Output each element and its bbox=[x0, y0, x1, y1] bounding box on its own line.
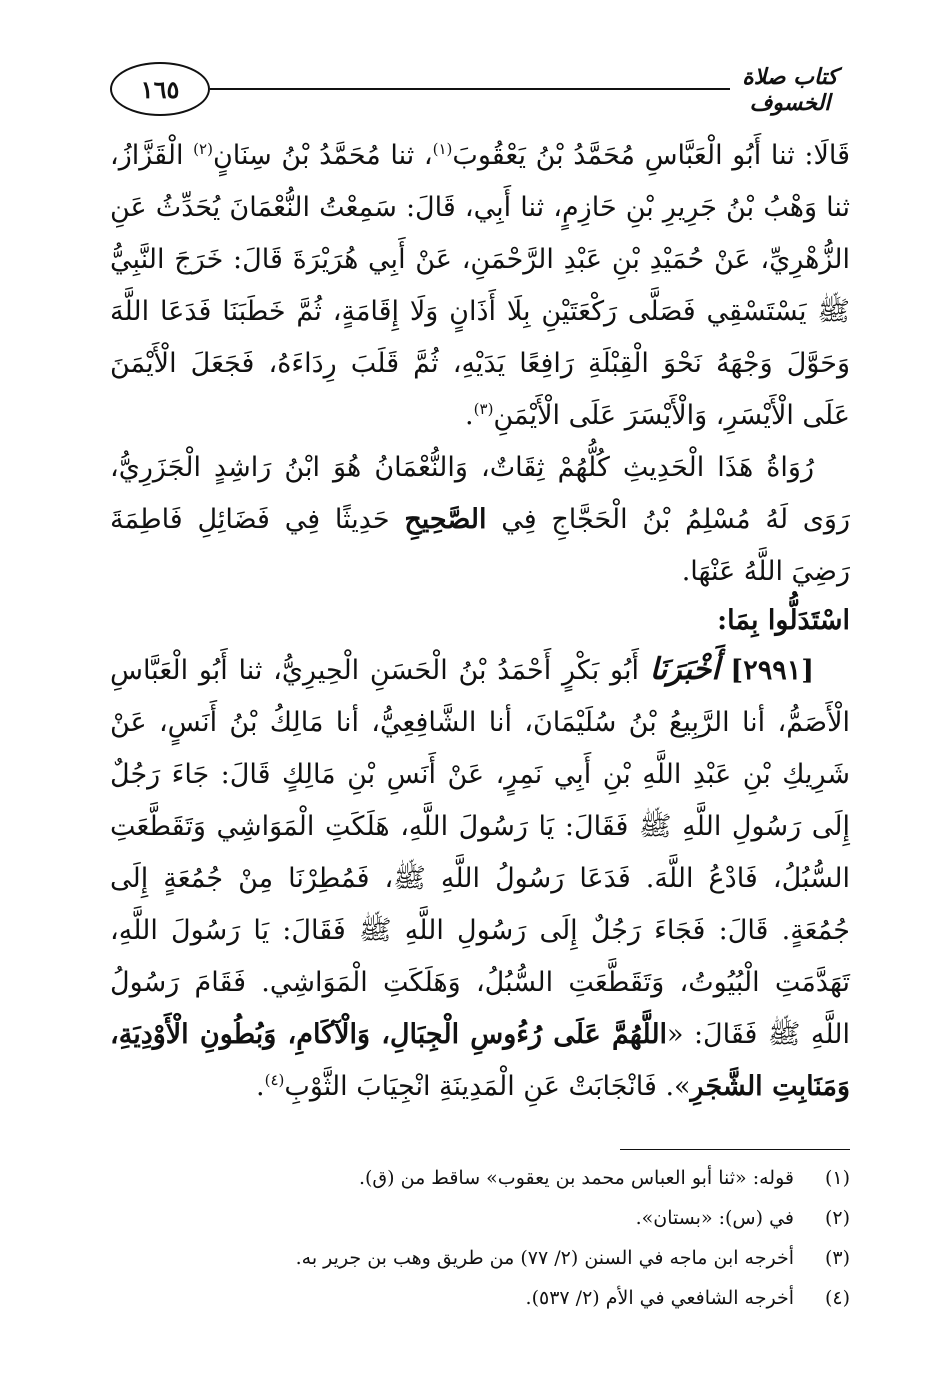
text-span: ، ثنا مُحَمَّدُ بْنُ سِنَانٍ bbox=[212, 140, 433, 171]
footnote-text: أخرجه الشافعي في الأم (٢/ ٥٣٧). bbox=[525, 1287, 794, 1309]
text-span: أَبُو بَكْرٍ أَحْمَدُ بْنُ الْحَسَنِ الْحِيرِيُّ، ثنا أَبُو الْعَبَّاسِ الْأَصَمُّ، أنا الرَّبِيعُ بْنُ سُلَيْمَانَ، أنا الشَّافِعِيُّ، أنا مَالِكُ بْنُ أَنَسٍ، عَنْ شَرِيكِ بْنِ عَبْدِ اللَّهِ بْنِ أَبِي نَمِرٍ، عَنْ أَنَسِ بْنِ مَالِكٍ قَالَ: جَاءَ رَجُلٌ إِلَى رَسُولِ اللَّهِ ﷺ فَقَالَ: يَا رَسُولَ اللَّهِ، هَلَكَتِ الْمَوَاشِي وَتَقَطَّعَتِ السُّبُلُ، فَادْعُ اللَّهَ. فَدَعَا رَسُولُ اللَّهِ ﷺ، فَمُطِرْنَا مِنْ جُمُعَةٍ إِلَى جُمُعَةٍ. قَالَ: فَجَاءَ رَجُلٌ إِلَى رَسُولِ اللَّهِ ﷺ فَقَالَ: يَا رَسُولَ اللَّهِ، تَهَدَّمَتِ الْبُيُوتُ، وَتَقَطَّعَتِ السُّبُلُ، وَهَلَكَتِ الْمَوَاشِي. فَقَامَ رَسُولُ اللَّهِ ﷺ فَقَالَ: « bbox=[110, 655, 850, 1050]
text-span: . bbox=[465, 400, 474, 431]
header-rule bbox=[210, 88, 730, 90]
footnote-item bbox=[110, 1158, 850, 1198]
text-span: حَدِيثًا فِي فَضَائِلِ فَاطِمَةَ رَضِيَ اللَّهُ عَنْهَا. bbox=[110, 504, 850, 587]
paragraph-hadith-2991 bbox=[110, 644, 850, 1113]
paragraph-isnad bbox=[110, 130, 850, 442]
paragraph-narrators bbox=[110, 442, 850, 598]
footnote-number: (٢) bbox=[824, 1207, 850, 1229]
book-page bbox=[110, 50, 850, 1318]
footnote-number: (٤) bbox=[824, 1287, 850, 1309]
text-span: ». فَانْجَابَتْ عَنِ الْمَدِينَةِ انْجِيَابَ الثَّوْبِ bbox=[284, 1071, 691, 1102]
footnote-text: أخرجه ابن ماجه في السنن (٢/ ٧٧) من طريق وهب بن جرير به. bbox=[295, 1247, 794, 1269]
main-text bbox=[110, 130, 850, 1113]
hadith-number: [٢٩٩١] bbox=[730, 655, 814, 686]
ikhbar-lead: أَخْبَرَنَا bbox=[649, 652, 720, 687]
page-number: ١٦٥ bbox=[110, 62, 210, 116]
footnote-ref: (٢) bbox=[193, 140, 213, 158]
footnote-ref: (٣) bbox=[473, 400, 494, 418]
book-title: كتاب صلاة الخسوف bbox=[730, 64, 850, 116]
bold-term: الصَّحِيحِ bbox=[404, 504, 487, 535]
footnote-ref: (١) bbox=[432, 140, 453, 158]
footnotes bbox=[110, 1158, 850, 1318]
text-span: . bbox=[256, 1071, 265, 1102]
footnote-number: (٣) bbox=[824, 1247, 850, 1269]
subheading: اسْتَدَلُّوا بِمَا: bbox=[717, 605, 850, 636]
footnote-divider bbox=[620, 1149, 850, 1150]
footnote-item bbox=[110, 1278, 850, 1318]
footnote-ref: (٤) bbox=[264, 1071, 285, 1089]
footnote-item bbox=[110, 1238, 850, 1278]
page-header bbox=[110, 50, 850, 130]
bold-quote: اللَّهُمَّ عَلَى رُءُوسِ الْجِبَالِ، وَالْآكَامِ، وَبُطُونِ الْأَوْدِيَةِ، وَمَنَابِتِ الشَّجَرِ bbox=[110, 1019, 850, 1102]
text-span: قَالَا: ثنا أَبُو الْعَبَّاسِ مُحَمَّدُ بْنُ يَعْقُوبَ bbox=[452, 140, 851, 171]
footnote-item bbox=[110, 1198, 850, 1238]
footnote-number: (١) bbox=[824, 1167, 850, 1189]
text-span: رُوَاةُ هَذَا الْحَدِيثِ كُلُّهُمْ ثِقَاتٌ، وَالنُّعْمَانُ هُوَ ابْنُ رَاشِدٍ الْجَزَرِيُّ، رَوَى لَهُ مُسْلِمُ بْنُ الْحَجَّاجِ فِي bbox=[110, 452, 850, 535]
footnote-text: في (س): «بستان». bbox=[635, 1207, 794, 1229]
text-span: الْقَزَّازُ، ثنا وَهْبُ بْنُ جَرِيرِ بْنِ حَازِمٍ، ثنا أَبِي، قَالَ: سَمِعْتُ النُّعْمَانَ يُحَدِّثُ عَنِ الزُّهْرِيِّ، عَنْ حُمَيْدِ بْنِ عَبْدِ الرَّحْمَنِ، عَنْ أَبِي هُرَيْرَةَ قَالَ: خَرَجَ النَّبِيُّ ﷺ يَسْتَسْقِي فَصَلَّى رَكْعَتَيْنِ بِلَا أَذَانٍ وَلَا إِقَامَةٍ، ثُمَّ خَطَبَنَا فَدَعَا اللَّهَ وَحَوَّلَ وَجْهَهُ نَحْوَ الْقِبْلَةِ رَافِعًا يَدَيْهِ، ثُمَّ قَلَبَ رِدَاءَهُ، فَجَعَلَ الْأَيْمَنَ عَلَى الْأَيْسَرِ، وَالْأَيْسَرَ عَلَى الْأَيْمَنِ bbox=[110, 140, 850, 431]
footnote-text: قوله: «ثنا أبو العباس محمد بن يعقوب» ساقط من (ق). bbox=[358, 1167, 794, 1189]
